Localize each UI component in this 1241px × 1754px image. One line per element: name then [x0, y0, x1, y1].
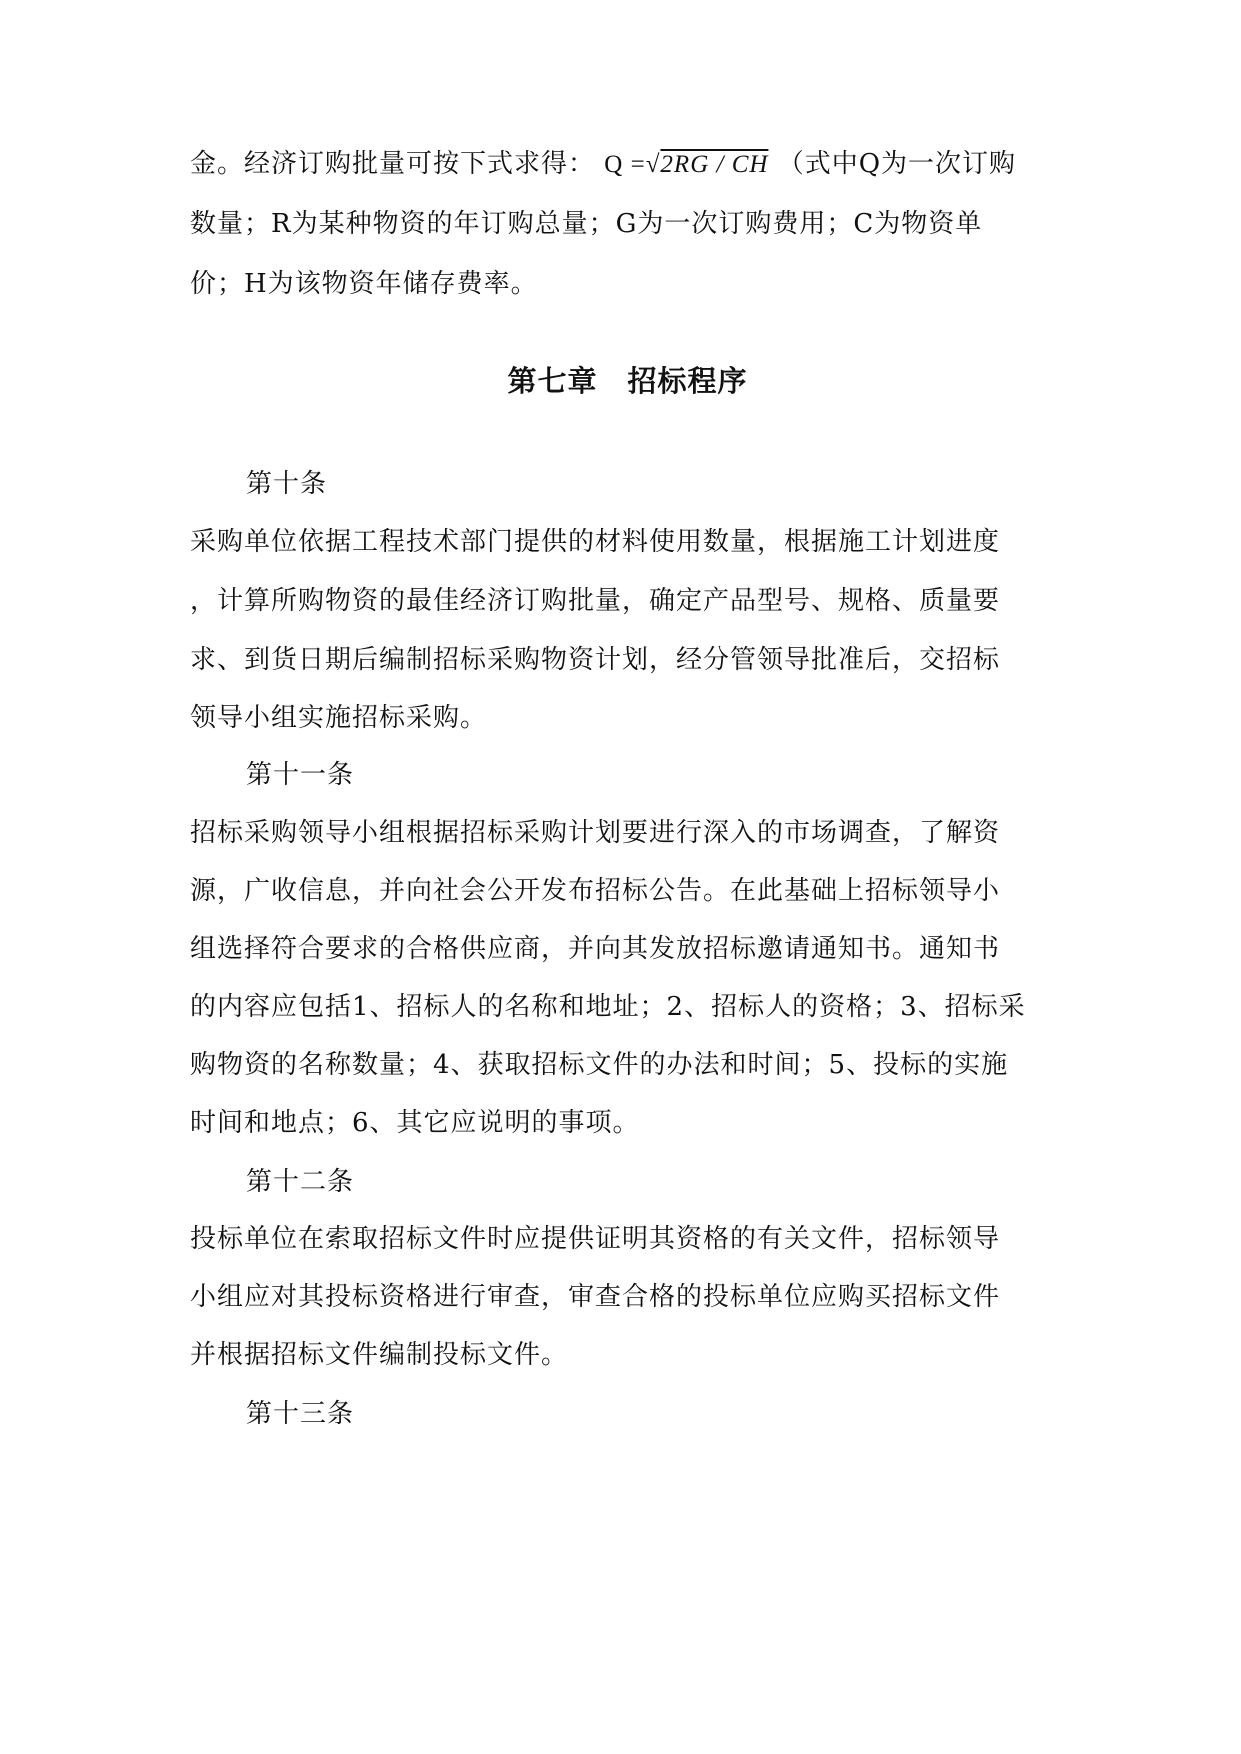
- article-11-line-3: 组选择符合要求的合格供应商，并向其发放招标邀请通知书。通知书: [190, 934, 1001, 964]
- article-12-heading: 第十二条: [246, 1167, 355, 1197]
- formula-radicand: 2RG / CH: [660, 151, 769, 178]
- article-12-line-1: 投标单位在索取招标文件时应提供证明其资格的有关文件，招标领导: [190, 1224, 1001, 1254]
- article-11-line-1: 招标采购领导小组根据招标采购计划要进行深入的市场调查，了解资: [190, 818, 1001, 848]
- article-11-line-6: 时间和地点；6、其它应说明的事项。: [190, 1108, 640, 1138]
- article-13-heading: 第十三条: [246, 1399, 355, 1429]
- article-10-line-4: 领导小组实施招标采购。: [190, 703, 488, 733]
- article-10-line-1: 采购单位依据工程技术部门提供的材料使用数量，根据施工计划进度: [190, 527, 1001, 557]
- intro-line-1: [190, 147, 1065, 182]
- intro-text-before-formula: 金。经济订购批量可按下式求得：: [190, 149, 596, 179]
- article-10-heading: 第十条: [246, 469, 328, 499]
- formula-q: Q =: [604, 151, 646, 178]
- article-11-line-5: 购物资的名称数量；4、获取招标文件的办法和时间；5、投标的实施: [190, 1050, 1009, 1080]
- intro-line-3: 价；H为该物资年储存费率。: [190, 269, 538, 299]
- article-11-heading: 第十一条: [246, 760, 355, 790]
- article-12-line-3: 并根据招标文件编制投标文件。: [190, 1340, 569, 1370]
- intro-text-after-formula: （式中Q为一次订购: [777, 149, 1017, 179]
- article-10-line-3: 求、到货日期后编制招标采购物资计划，经分管领导批准后，交招标: [190, 645, 1001, 675]
- formula-root-sign: √: [645, 151, 661, 178]
- article-11-line-2: 源，广收信息，并向社会公开发布招标公告。在此基础上招标领导小: [190, 876, 1001, 906]
- chapter-title: 第七章 招标程序: [507, 364, 748, 398]
- article-11-line-4: 的内容应包括1、招标人的名称和地址；2、招标人的资格；3、招标采: [190, 992, 1026, 1022]
- article-10-line-2: ，计算所购物资的最佳经济订购批量，确定产品型号、规格、质量要: [190, 586, 1001, 616]
- article-12-line-2: 小组应对其投标资格进行审查，审查合格的投标单位应购买招标文件: [190, 1282, 1001, 1312]
- intro-line-2: 数量；R为某种物资的年订购总量；G为一次订购费用；C为物资单: [190, 209, 983, 239]
